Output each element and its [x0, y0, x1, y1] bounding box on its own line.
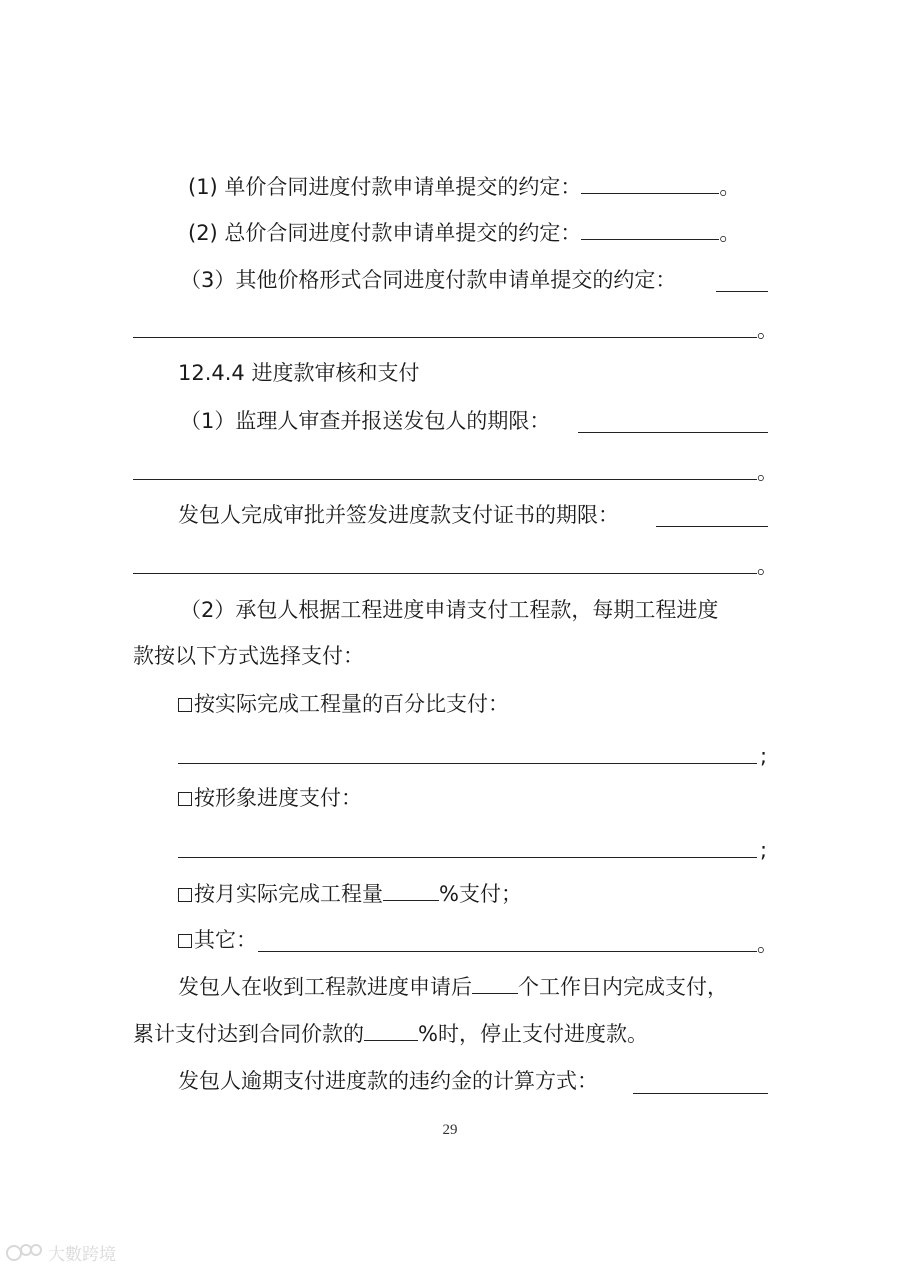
option-image-progress-label: 按形象进度支付：: [194, 786, 362, 810]
payment-days-label-a: 发包人在收到工程款进度申请后: [178, 975, 472, 999]
payment-method-intro-cont: 款按以下方式选择支付：: [133, 644, 364, 668]
page-number: 29: [442, 1122, 458, 1138]
period: 。: [757, 554, 778, 578]
watermark: [6, 1240, 116, 1265]
payment-stop-line: [133, 1018, 648, 1049]
approval-deadline-label: 发包人完成审批并签发进度款支付证书的期限：: [178, 503, 619, 527]
approval-deadline-line: [178, 500, 619, 530]
checkbox-icon[interactable]: [178, 792, 192, 806]
checkbox-icon[interactable]: [178, 698, 192, 712]
watermark-logo-icon: [6, 1242, 44, 1264]
other-price-blank[interactable]: [133, 337, 757, 338]
payment-days-label-b: 个工作日内完成支付，: [518, 975, 728, 999]
supervisor-deadline-blank[interactable]: [133, 479, 757, 480]
option-other-blank[interactable]: [258, 951, 757, 952]
payment-method-intro: （2）承包人根据工程进度申请支付工程款，每期工程进度: [180, 598, 719, 622]
option-other-label: 其它：: [194, 928, 257, 952]
total-price-blank[interactable]: [581, 217, 719, 240]
checkbox-icon[interactable]: [178, 934, 192, 948]
option-percentage-blank[interactable]: [178, 763, 757, 764]
checkbox-icon[interactable]: [178, 888, 192, 902]
clause-unit-price-line: [188, 171, 740, 202]
payment-days-line: [178, 971, 728, 1002]
clause-total-price-label: (2) 总价合同进度付款申请单提交的约定：: [188, 221, 582, 245]
supervisor-deadline-line: [180, 406, 550, 436]
approval-deadline-blank[interactable]: [133, 573, 757, 574]
late-penalty-line: [178, 1066, 598, 1096]
other-price-blank-start[interactable]: [716, 291, 768, 292]
period: 。: [757, 460, 778, 484]
period: 。: [719, 175, 741, 199]
clause-unit-price-label: (1) 单价合同进度付款申请单提交的约定：: [188, 175, 582, 199]
option-image-progress: [178, 783, 362, 813]
period: 。: [757, 932, 778, 956]
option-monthly-label-b: %支付；: [439, 882, 522, 906]
watermark-text: 大數跨境: [48, 1245, 116, 1265]
option-other: [178, 925, 257, 955]
option-percentage: [178, 689, 509, 719]
semicolon: ;: [760, 838, 768, 862]
payment-stop-label-b: %时，停止支付进度款。: [418, 1022, 648, 1046]
option-image-progress-blank[interactable]: [178, 857, 757, 858]
period: 。: [719, 221, 741, 245]
approval-deadline-blank-start[interactable]: [656, 526, 768, 527]
option-percentage-label: 按实际完成工程量的百分比支付：: [194, 692, 509, 716]
payment-stop-label-a: 累计支付达到合同价款的: [133, 1022, 364, 1046]
unit-price-blank[interactable]: [581, 171, 719, 194]
payment-stop-percent-blank[interactable]: [364, 1018, 418, 1041]
supervisor-deadline-label: （1）监理人审查并报送发包人的期限：: [180, 409, 551, 433]
section-heading: 12.4.4 进度款审核和支付: [178, 361, 420, 385]
late-penalty-blank[interactable]: [633, 1093, 768, 1094]
period: 。: [757, 318, 778, 342]
supervisor-deadline-blank-start[interactable]: [578, 432, 768, 433]
option-monthly-label-a: 按月实际完成工程量: [194, 882, 383, 906]
late-penalty-label: 发包人逾期支付进度款的违约金的计算方式：: [178, 1069, 598, 1093]
monthly-percent-blank[interactable]: [383, 878, 439, 901]
clause-total-price-line: [188, 217, 740, 248]
semicolon: ;: [760, 744, 768, 768]
option-monthly: [178, 878, 522, 909]
clause-other-price-line: [180, 265, 676, 295]
clause-other-price-label: （3）其他价格形式合同进度付款申请单提交的约定：: [180, 268, 677, 292]
payment-days-blank[interactable]: [472, 971, 518, 994]
